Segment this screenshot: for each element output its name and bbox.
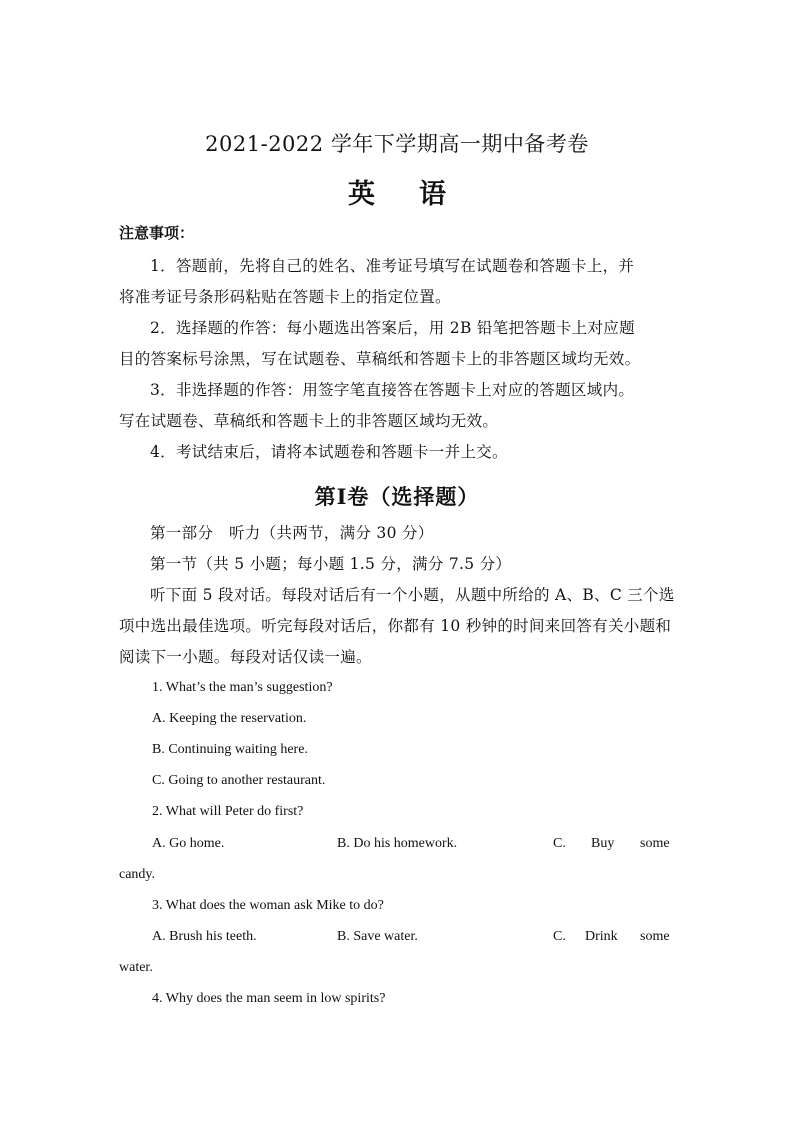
notice-item-1-line1: 1．答题前，先将自己的姓名、准考证号填写在试题卷和答题卡上，并 bbox=[150, 257, 635, 275]
question-2-option-c-word2: some bbox=[640, 836, 670, 851]
section-title: 第Ⅰ卷（选择题） bbox=[314, 484, 480, 509]
exam-title: 2021-2022 学年下学期高一期中备考卷 bbox=[205, 132, 589, 156]
question-2-option-c-word1: Buy bbox=[591, 836, 615, 851]
question-1-option-c: C. Going to another restaurant. bbox=[152, 773, 326, 788]
subject-title: 英语 bbox=[348, 179, 490, 210]
question-4-stem: 4. Why does the man seem in low spirits? bbox=[152, 991, 386, 1006]
notice-heading: 注意事项： bbox=[119, 224, 195, 242]
instructions-line-2: 项中选出最佳选项。听完每段对话后，你都有 10 秒钟的时间来回答有关小题和 bbox=[119, 617, 672, 635]
notice-item-1-line2: 将准考证号条形码粘贴在答题卡上的指定位置。 bbox=[119, 288, 451, 306]
question-3-option-b: B. Save water. bbox=[337, 929, 418, 944]
question-2-option-a: A. Go home. bbox=[152, 836, 225, 851]
question-3-option-c-word2: some bbox=[640, 929, 670, 944]
question-2-option-b: B. Do his homework. bbox=[337, 836, 458, 851]
notice-item-3-line2: 写在试题卷、草稿纸和答题卡上的非答题区域均无效。 bbox=[119, 412, 499, 430]
instructions-line-3: 阅读下一小题。每段对话仅读一遍。 bbox=[119, 648, 372, 666]
question-2-option-c-wrap: candy. bbox=[119, 867, 156, 882]
question-3-option-c-label: C. bbox=[553, 929, 566, 944]
notice-item-2-line2: 目的答案标号涂黑，写在试题卷、草稿纸和答题卡上的非答题区域均无效。 bbox=[119, 350, 641, 368]
instructions-line-1: 听下面 5 段对话。每段对话后有一个小题，从题中所给的 A、B、C 三个选 bbox=[150, 586, 675, 604]
question-3-stem: 3. What does the woman ask Mike to do? bbox=[152, 898, 384, 913]
notice-item-2-line1: 2．选择题的作答：每小题选出答案后，用 2B 铅笔把答题卡上对应题 bbox=[150, 319, 635, 337]
question-2-option-c-label: C. bbox=[553, 836, 566, 851]
question-1-stem: 1. What’s the man’s suggestion? bbox=[152, 680, 333, 695]
part-heading: 第一部分 听力（共两节，满分 30 分） bbox=[150, 524, 434, 542]
question-3-option-c-word1: Drink bbox=[585, 929, 618, 944]
notice-item-3-line1: 3．非选择题的作答：用签字笔直接答在答题卡上对应的答题区域内。 bbox=[150, 381, 635, 399]
question-1-option-a: A. Keeping the reservation. bbox=[152, 711, 307, 726]
question-3-option-a: A. Brush his teeth. bbox=[152, 929, 257, 944]
question-3-option-c-wrap: water. bbox=[119, 960, 153, 975]
subsection-heading: 第一节（共 5 小题；每小题 1.5 分，满分 7.5 分） bbox=[150, 555, 512, 573]
notice-item-4: 4．考试结束后，请将本试题卷和答题卡一并上交。 bbox=[150, 443, 508, 461]
question-1-option-b: B. Continuing waiting here. bbox=[152, 742, 308, 757]
question-2-stem: 2. What will Peter do first? bbox=[152, 804, 304, 819]
